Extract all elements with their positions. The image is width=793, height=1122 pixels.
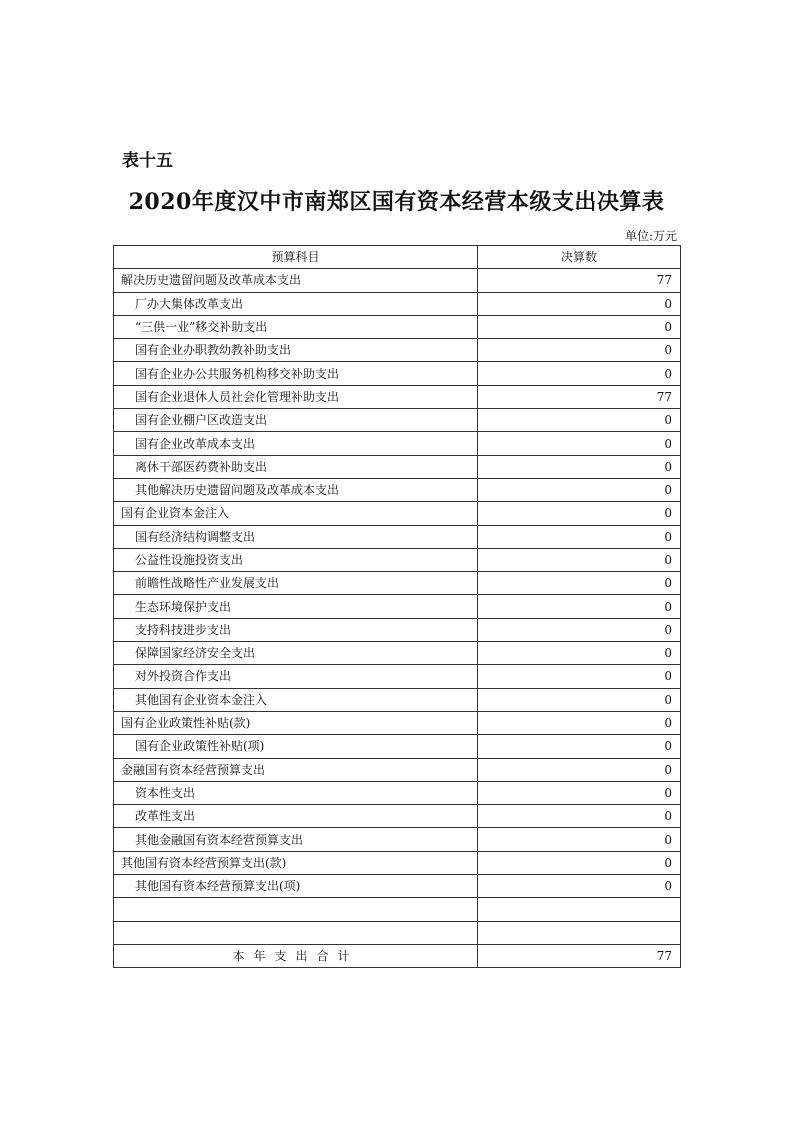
table-row <box>114 339 681 362</box>
row-subject: 解决历史遗留问题及改革成本支出 <box>114 269 478 292</box>
row-subject: 对外投资合作支出 <box>114 665 478 688</box>
table-row <box>114 362 681 385</box>
row-amount: 0 <box>478 805 681 828</box>
table-row <box>114 525 681 548</box>
row-subject: 资本性支出 <box>114 781 478 804</box>
row-subject: 国有企业政策性补贴(项) <box>114 735 478 758</box>
row-amount: 0 <box>478 735 681 758</box>
total-row <box>114 944 681 967</box>
table-row <box>114 502 681 525</box>
row-subject: 国有企业改革成本支出 <box>114 432 478 455</box>
row-subject: 国有企业办公共服务机构移交补助支出 <box>114 362 478 385</box>
table-row <box>114 455 681 478</box>
row-amount: 0 <box>478 548 681 571</box>
table-row <box>114 642 681 665</box>
table-body <box>114 269 681 945</box>
row-subject: 其他解决历史遗留问题及改革成本支出 <box>114 478 478 501</box>
row-amount: 0 <box>478 781 681 804</box>
table-row <box>114 385 681 408</box>
table-row <box>114 851 681 874</box>
table-header-row <box>114 246 681 269</box>
row-subject <box>114 921 478 944</box>
row-amount: 0 <box>478 409 681 432</box>
table-number-label: 表十五 <box>122 151 173 171</box>
row-amount: 0 <box>478 525 681 548</box>
table-row <box>114 292 681 315</box>
row-subject: 其他金融国有资本经营预算支出 <box>114 828 478 851</box>
table-row <box>114 828 681 851</box>
row-subject: “三供一业”移交补助支出 <box>114 315 478 338</box>
row-amount: 0 <box>478 642 681 665</box>
row-amount: 0 <box>478 618 681 641</box>
row-amount: 0 <box>478 292 681 315</box>
unit-label: 单位:万元 <box>624 229 677 243</box>
header-final-amount: 决算数 <box>478 246 681 269</box>
row-subject: 国有企业退休人员社会化管理补助支出 <box>114 385 478 408</box>
table-row <box>114 548 681 571</box>
table-row <box>114 805 681 828</box>
row-amount <box>478 921 681 944</box>
row-subject: 生态环境保护支出 <box>114 595 478 618</box>
table-row <box>114 269 681 292</box>
table-row <box>114 781 681 804</box>
row-subject: 国有企业资本金注入 <box>114 502 478 525</box>
row-subject: 其他国有资本经营预算支出(款) <box>114 851 478 874</box>
table-row <box>114 315 681 338</box>
row-subject: 国有企业政策性补贴(款) <box>114 711 478 734</box>
table-row <box>114 572 681 595</box>
row-subject: 公益性设施投资支出 <box>114 548 478 571</box>
page-title: 2020年度汉中市南郑区国有资本经营本级支出决算表 <box>128 189 665 215</box>
row-amount: 0 <box>478 665 681 688</box>
total-value: 77 <box>478 944 681 967</box>
row-amount: 0 <box>478 315 681 338</box>
table-row <box>114 898 681 921</box>
expenditure-table <box>113 245 681 968</box>
row-amount: 0 <box>478 595 681 618</box>
row-subject: 国有企业棚户区改造支出 <box>114 409 478 432</box>
row-amount: 0 <box>478 432 681 455</box>
row-amount: 0 <box>478 478 681 501</box>
row-amount: 0 <box>478 339 681 362</box>
row-subject: 保障国家经济安全支出 <box>114 642 478 665</box>
row-subject: 其他国有企业资本金注入 <box>114 688 478 711</box>
row-amount: 0 <box>478 875 681 898</box>
total-label: 本年支出合计 <box>114 944 478 967</box>
table-row <box>114 432 681 455</box>
row-subject: 支持科技进步支出 <box>114 618 478 641</box>
table-row <box>114 688 681 711</box>
row-amount: 0 <box>478 572 681 595</box>
table-row <box>114 665 681 688</box>
table-row <box>114 618 681 641</box>
row-amount: 0 <box>478 688 681 711</box>
row-subject: 前瞻性战略性产业发展支出 <box>114 572 478 595</box>
row-amount: 0 <box>478 758 681 781</box>
table-row <box>114 735 681 758</box>
row-amount: 77 <box>478 269 681 292</box>
header-budget-subject: 预算科目 <box>114 246 478 269</box>
table-row <box>114 921 681 944</box>
row-amount: 77 <box>478 385 681 408</box>
table-row <box>114 875 681 898</box>
row-subject: 国有企业办职教幼教补助支出 <box>114 339 478 362</box>
row-amount <box>478 898 681 921</box>
row-amount: 0 <box>478 711 681 734</box>
row-subject: 其他国有资本经营预算支出(项) <box>114 875 478 898</box>
row-amount: 0 <box>478 455 681 478</box>
row-amount: 0 <box>478 851 681 874</box>
row-subject: 离休干部医药费补助支出 <box>114 455 478 478</box>
table-row <box>114 409 681 432</box>
table-row <box>114 478 681 501</box>
row-amount: 0 <box>478 828 681 851</box>
row-amount: 0 <box>478 362 681 385</box>
row-amount: 0 <box>478 502 681 525</box>
row-subject: 金融国有资本经营预算支出 <box>114 758 478 781</box>
table-row <box>114 758 681 781</box>
row-subject: 厂办大集体改革支出 <box>114 292 478 315</box>
row-subject: 改革性支出 <box>114 805 478 828</box>
row-subject: 国有经济结构调整支出 <box>114 525 478 548</box>
row-subject <box>114 898 478 921</box>
table-row <box>114 595 681 618</box>
table-row <box>114 711 681 734</box>
